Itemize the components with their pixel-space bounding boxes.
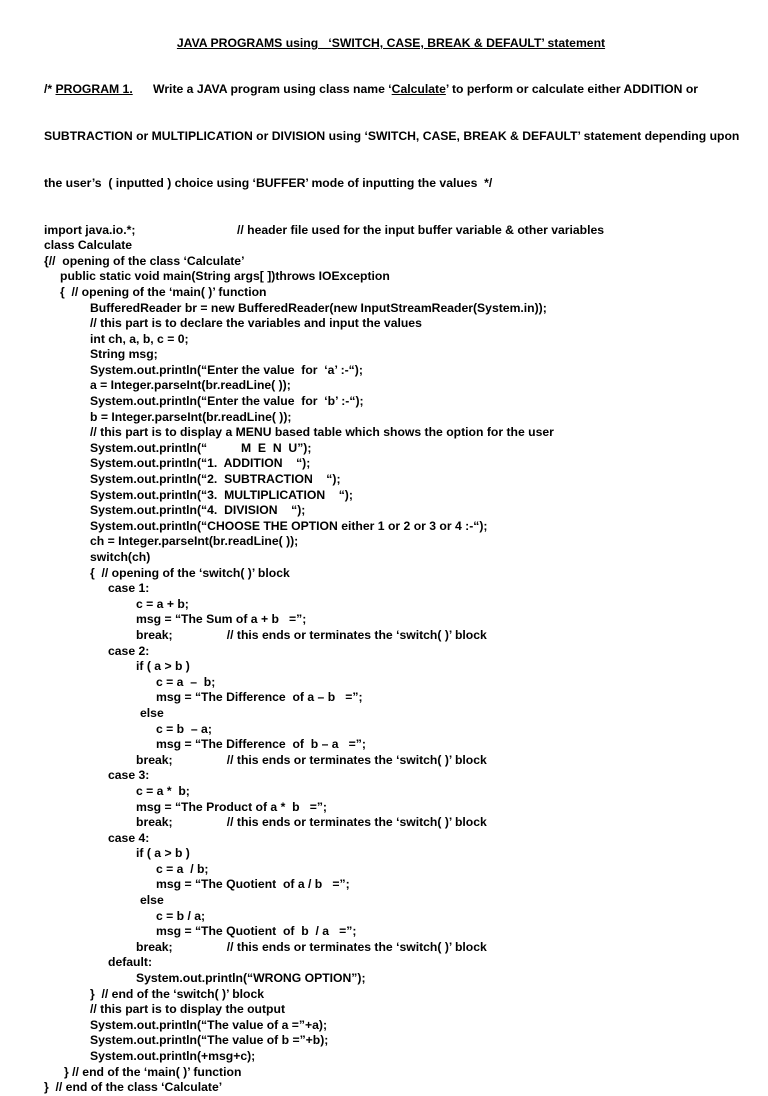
code-line: System.out.println(“WRONG OPTION”); (136, 971, 366, 986)
code-line: System.out.println(“Enter the value for ‘a’ :-“); (90, 362, 363, 377)
code-line: System.out.println(“ M E N U”); (90, 440, 312, 455)
code-line: msg = “The Difference of b – a =”; (156, 737, 366, 752)
code-line: } // end of the ‘main( )’ function (64, 1064, 242, 1079)
code-line: { // opening of the ‘switch( )’ block (90, 565, 290, 580)
code-line: b = Integer.parseInt(br.readLine( )); (90, 409, 292, 424)
page-title (44, 35, 738, 51)
description-line-2: SUBTRACTION or MULTIPLICATION or DIVISION using ‘SWITCH, CASE, BREAK & DEFAULT’ statement depending upon (44, 128, 740, 143)
code-line: System.out.println(“4. DIVISION “); (90, 503, 306, 518)
code-line: { // opening of the ‘main( )’ function (60, 284, 267, 299)
code-line: c = b / a; (156, 908, 206, 923)
code-line: import java.io.*; // header file used for the input buffer variable & other variables (44, 222, 605, 237)
program-number: PROGRAM 1. (55, 82, 133, 97)
code-line: default: (108, 955, 153, 970)
code-line: System.out.println(“Enter the value for ‘b’ :-“); (90, 394, 364, 409)
code-line: System.out.println(“CHOOSE THE OPTION either 1 or 2 or 3 or 4 :-“); (90, 518, 488, 533)
code-line: if ( a > b ) (136, 846, 190, 861)
code-line: System.out.println(+msg+c); (90, 1049, 256, 1063)
page-title-text: JAVA PROGRAMS using ‘SWITCH, CASE, BREAK & DEFAULT’ statement (176, 36, 606, 50)
code-line: c = a * b; (136, 783, 190, 798)
code-line: break; // this ends or terminates the ‘switch( )’ block (136, 939, 487, 954)
code-line: msg = “The Difference of a – b =”; (156, 690, 363, 705)
code-line: msg = “The Product of a * b =”; (136, 799, 327, 814)
code-line: if ( a > b ) (136, 659, 190, 674)
code-line: // this part is to declare the variables and input the values (90, 316, 422, 331)
code-line: int ch, a, b, c = 0; (90, 331, 189, 346)
code-line: {// opening of the class ‘Calculate’ (44, 253, 245, 268)
code-line: c = b – a; (156, 721, 212, 736)
code-line: System.out.println(“3. MULTIPLICATION “); (90, 487, 353, 502)
code-line: break; // this ends or terminates the ‘switch( )’ block (136, 627, 487, 642)
code-line: else (140, 705, 164, 720)
code-line: // this part is to display a MENU based table which shows the option for the user (90, 425, 554, 440)
code-line: c = a / b; (156, 861, 209, 876)
code-line: c = a + b; (136, 596, 189, 611)
code-line: switch(ch) (90, 550, 151, 564)
description-line-3: the user’s ( inputted ) choice using ‘BUFFER’ mode of inputting the values */ (44, 175, 493, 190)
code-line: else (140, 893, 164, 908)
code-line: // this part is to display the output (90, 1002, 286, 1017)
code-line: String msg; (90, 347, 158, 362)
code-line: msg = “The Sum of a + b =”; (136, 612, 307, 627)
code-listing (44, 223, 738, 1096)
description-line-1 (44, 82, 738, 98)
code-line: case 3: (108, 768, 150, 783)
code-line: break; // this ends or terminates the ‘switch( )’ block (136, 752, 487, 767)
code-line: ch = Integer.parseInt(br.readLine( )); (90, 534, 299, 549)
code-line: a = Integer.parseInt(br.readLine( )); (90, 378, 291, 393)
program-description (44, 51, 738, 223)
code-line: } // end of the ‘switch( )’ block (90, 986, 265, 1001)
code-line: BufferedReader br = new BufferedReader(new InputStreamReader(System.in)); (90, 300, 547, 315)
code-line: c = a – b; (156, 674, 216, 689)
code-line: case 1: (108, 581, 150, 596)
code-line: System.out.println(“2. SUBTRACTION “); (90, 472, 341, 487)
code-line: break; // this ends or terminates the ‘switch( )’ block (136, 815, 487, 830)
code-line: System.out.println(“The value of a =”+a); (90, 1017, 328, 1032)
code-line: case 2: (108, 643, 150, 658)
code-line: System.out.println(“1. ADDITION “); (90, 456, 311, 471)
code-line: class Calculate (44, 238, 133, 253)
code-line: System.out.println(“The value of b =”+b); (90, 1033, 329, 1048)
code-line: msg = “The Quotient of b / a =”; (156, 924, 357, 939)
description-text: Write a JAVA program using class name ‘ (132, 82, 392, 97)
code-line: msg = “The Quotient of a / b =”; (156, 877, 350, 892)
code-line: } // end of the class ‘Calculate’ (44, 1080, 223, 1095)
code-line: case 4: (108, 830, 150, 845)
comment-open: /* (44, 82, 56, 97)
code-line: public static void main(String args[ ])throws IOException (60, 269, 390, 284)
class-name-ref: Calculate (391, 82, 446, 97)
description-text-rest: ’ to perform or calculate either ADDITION or (445, 82, 699, 97)
